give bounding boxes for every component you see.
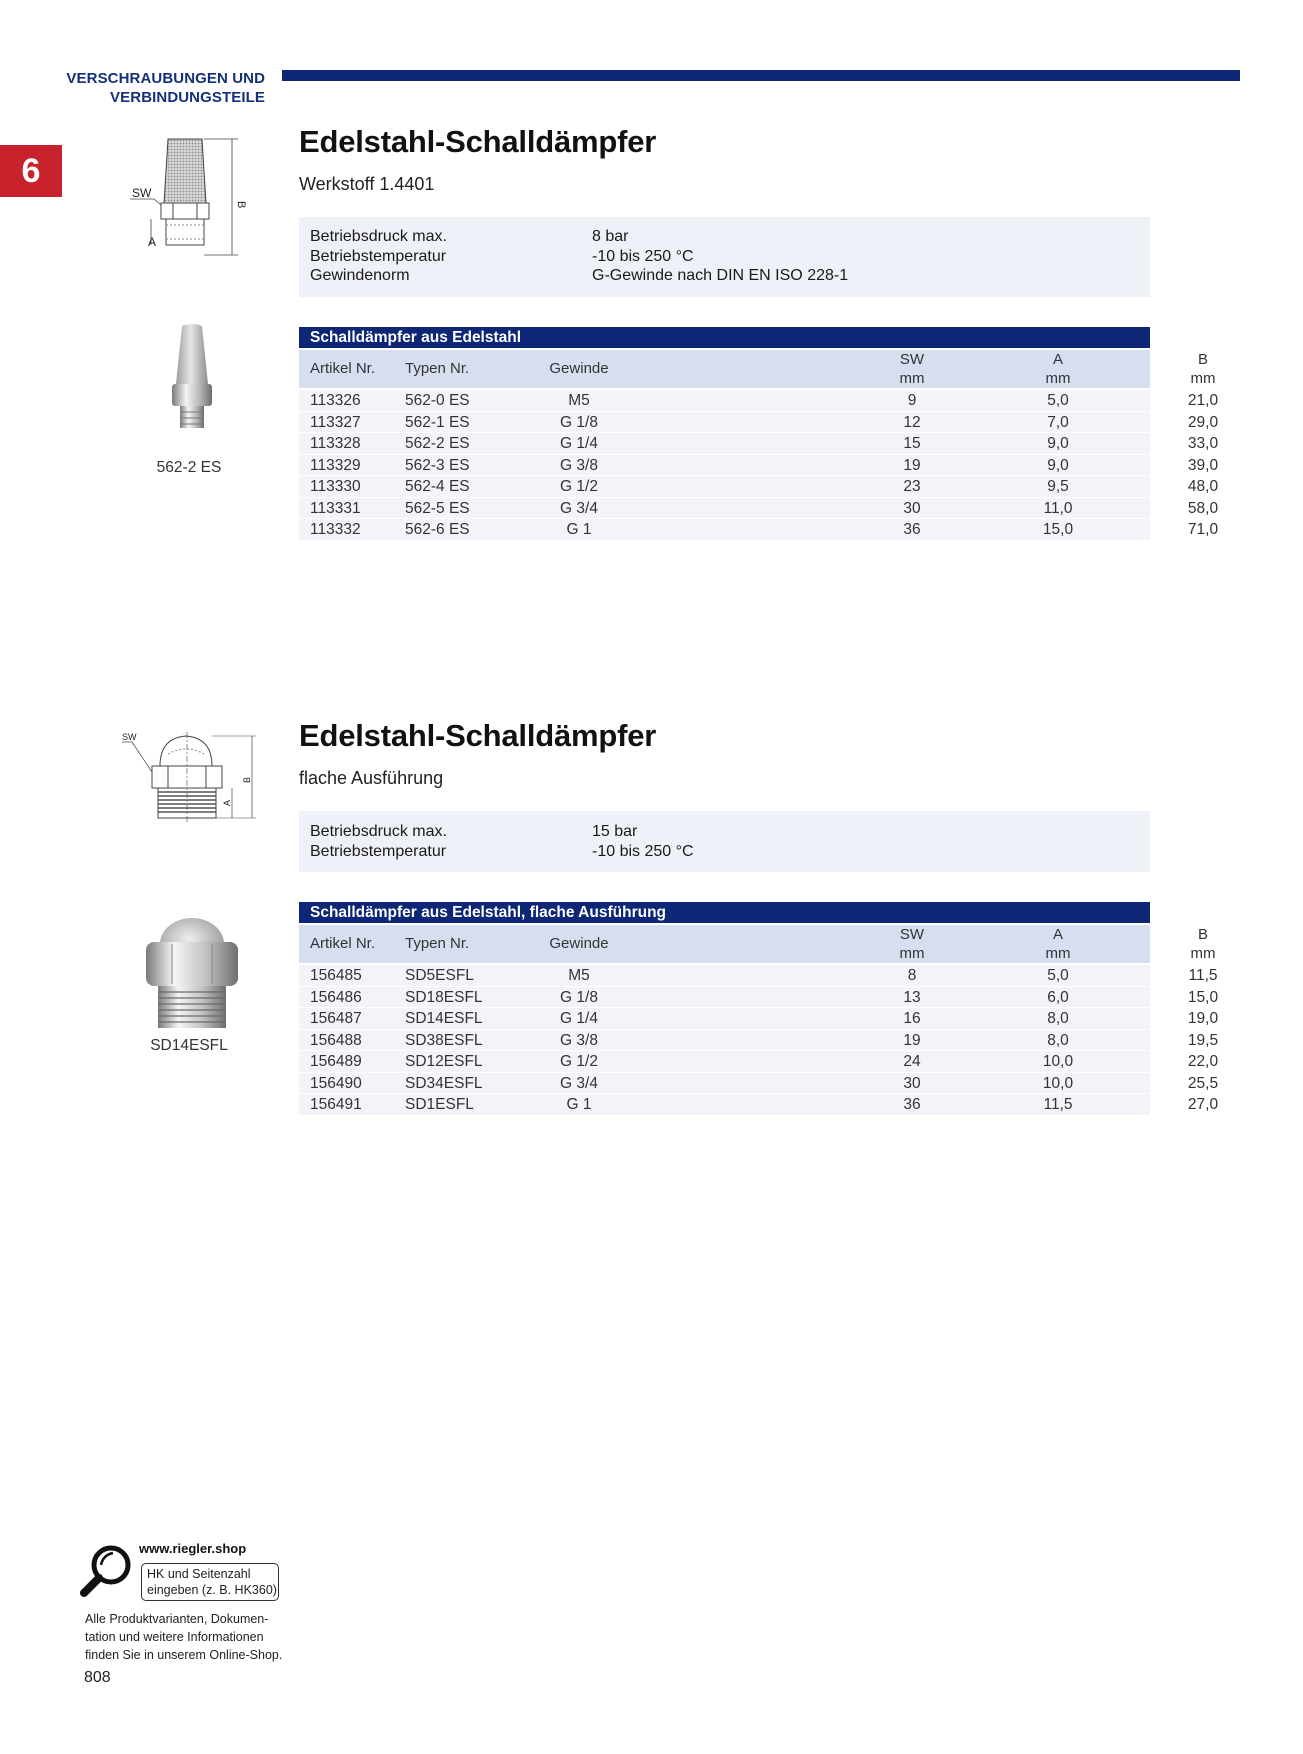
section1-subtitle: Werkstoff 1.4401: [299, 174, 435, 194]
section1-table: [299, 327, 1219, 541]
cell-gewinde: G 1/8: [560, 988, 598, 1006]
cell-artikel: 113326: [310, 392, 361, 409]
spec-row: [299, 842, 1150, 862]
cell-typen: SD38ESFL: [405, 1031, 483, 1049]
cell-artikel: 156485: [310, 967, 362, 984]
shop-note-line-3: finden Sie in unserem Online-Shop.: [85, 1648, 283, 1662]
header-a-unit: mm: [1045, 370, 1071, 387]
cell-typen: SD12ESFL: [405, 1053, 483, 1070]
spec-row: [299, 266, 1150, 286]
cell-typen: SD18ESFL: [405, 988, 483, 1006]
header-b: [1103, 350, 1303, 388]
section2-table: [299, 902, 1219, 1116]
section1-spec-box: [299, 217, 1150, 297]
table-body: [299, 965, 1219, 1116]
cell-sw: 13: [903, 988, 921, 1006]
cell-b: 48,0: [1187, 478, 1219, 495]
cell-gewinde: G 1: [566, 521, 592, 538]
cell-sw: 36: [903, 1096, 921, 1113]
table-header: [299, 925, 1216, 963]
spec-key: Betriebstemperatur: [310, 842, 447, 860]
drawing-flat-silencer: [120, 728, 260, 824]
cell-artikel: 113329: [310, 456, 361, 474]
cell-artikel: 113332: [310, 521, 361, 538]
table-row: [299, 1008, 1219, 1030]
cell-gewinde: G 3/4: [560, 499, 598, 517]
shop-note-line-2: tation und weitere Informationen: [85, 1630, 264, 1644]
label-b: B: [235, 201, 247, 209]
cell-typen: 562-3 ES: [405, 456, 470, 474]
header-b-unit: mm: [1190, 945, 1216, 962]
cell-a: 15,0: [1042, 521, 1074, 538]
table-row: [299, 965, 1218, 987]
cell-b: 29,0: [1187, 413, 1219, 431]
cell-typen: 562-4 ES: [405, 478, 470, 495]
table-body: [299, 390, 1219, 541]
cell-typen: 562-6 ES: [405, 521, 470, 538]
cell-artikel: 113327: [310, 413, 361, 431]
label-b: B: [242, 776, 252, 783]
cell-artikel: 156490: [310, 1074, 362, 1092]
cell-sw: 19: [903, 456, 921, 474]
cell-b: 39,0: [1187, 456, 1219, 474]
cell-b: 19,5: [1187, 1031, 1219, 1049]
header-gewinde: Gewinde: [549, 360, 609, 377]
label-a: A: [222, 799, 232, 806]
header-artikel: Artikel Nr.: [310, 935, 376, 952]
cell-sw: 30: [903, 499, 921, 517]
product-image-sd14esfl: [142, 912, 242, 1032]
table-row: [299, 1030, 1219, 1052]
header-gewinde: Gewinde: [549, 935, 609, 952]
table-row: [299, 455, 1219, 477]
cell-typen: 562-2 ES: [405, 435, 470, 452]
spec-value: -10 bis 250 °C: [592, 842, 694, 860]
cell-sw: 16: [903, 1010, 921, 1027]
cell-b: 27,0: [1187, 1096, 1219, 1113]
cell-b: 58,0: [1187, 499, 1219, 517]
shop-note-line-1: Alle Produktvarianten, Dokumen-: [85, 1612, 269, 1626]
cell-b: 11,5: [1188, 967, 1218, 984]
cell-artikel: 156489: [310, 1053, 362, 1070]
cell-a: 6,0: [1047, 988, 1069, 1006]
cell-b: 15,0: [1187, 988, 1219, 1006]
product-caption-1: 562-2 ES: [156, 459, 222, 476]
table-row: [299, 476, 1219, 498]
cell-typen: SD34ESFL: [405, 1074, 483, 1092]
cell-gewinde: G 1/2: [560, 1053, 598, 1070]
spec-key: Betriebsdruck max.: [310, 228, 447, 245]
header-sw-unit: mm: [899, 370, 925, 387]
cell-artikel: 113328: [310, 435, 361, 452]
cell-gewinde: G 1/8: [560, 413, 598, 431]
section2-subtitle: flache Ausführung: [299, 768, 444, 788]
table-row: [299, 1094, 1219, 1116]
header-sw-label: SW: [899, 351, 925, 368]
shop-hint-line-1: HK und Seitenzahl: [147, 1567, 251, 1581]
cell-typen: 562-0 ES: [405, 392, 470, 409]
cell-a: 11,0: [1043, 499, 1073, 517]
spec-key: Gewindenorm: [310, 267, 410, 284]
table-header: [299, 350, 1216, 388]
cell-a: 8,0: [1047, 1010, 1069, 1027]
cell-a: 10,0: [1042, 1074, 1074, 1092]
cell-gewinde: G 3/4: [560, 1074, 598, 1092]
spec-row: [299, 822, 1150, 842]
header-a-unit: mm: [1045, 945, 1071, 962]
header-sw-label: SW: [899, 926, 925, 943]
cell-b: 22,0: [1187, 1053, 1219, 1070]
cell-sw: 30: [903, 1074, 921, 1092]
table-row: [299, 412, 1219, 434]
drawing-sintered-silencer: [128, 133, 247, 260]
category-bar: [282, 70, 1240, 81]
cell-a: 7,0: [1047, 413, 1069, 431]
product-caption-2: SD14ESFL: [150, 1037, 228, 1054]
spec-row: [299, 227, 1150, 247]
cell-gewinde: G 3/8: [560, 1031, 598, 1049]
cell-b: 25,5: [1187, 1074, 1219, 1092]
shop-link[interactable]: www.riegler.shop: [139, 1541, 247, 1556]
header-b-label: B: [1197, 926, 1208, 943]
table-row: [299, 390, 1219, 412]
cell-sw: 15: [903, 435, 921, 452]
table-row: [299, 987, 1219, 1009]
cell-gewinde: M5: [568, 967, 590, 984]
section1-title: Edelstahl-Schalldämpfer: [299, 124, 657, 159]
cell-typen: 562-1 ES: [405, 413, 470, 431]
cell-typen: SD5ESFL: [405, 967, 474, 984]
magnifier-icon: [79, 1543, 135, 1599]
header-a-label: A: [1052, 926, 1063, 943]
cell-sw: 23: [903, 478, 921, 495]
cell-artikel: 113330: [310, 478, 361, 495]
cell-b: 33,0: [1187, 435, 1219, 452]
cell-gewinde: G 1/4: [560, 435, 598, 452]
spec-key: Betriebstemperatur: [310, 247, 447, 265]
header-b: [1103, 925, 1303, 963]
category-label: [66, 69, 265, 107]
spec-value: G-Gewinde nach DIN EN ISO 228-1: [592, 267, 849, 284]
table-title: Schalldämpfer aus Edelstahl: [299, 327, 1150, 348]
label-a: A: [148, 235, 157, 249]
shop-hint-line-2: eingeben (z. B. HK360): [147, 1583, 277, 1597]
cell-gewinde: G 1/4: [560, 1010, 598, 1027]
cell-sw: 36: [903, 521, 921, 538]
cell-a: 9,0: [1047, 456, 1069, 474]
cell-b: 71,0: [1187, 521, 1219, 538]
cell-typen: SD1ESFL: [405, 1096, 474, 1113]
table-row: [299, 498, 1219, 520]
spec-key: Betriebsdruck max.: [310, 823, 447, 840]
cell-artikel: 156486: [310, 988, 362, 1006]
header-typen: Typen Nr.: [405, 935, 470, 952]
spec-value: 8 bar: [592, 228, 629, 245]
cell-typen: 562-5 ES: [405, 499, 470, 517]
cell-b: 21,0: [1187, 392, 1219, 409]
cell-gewinde: G 1: [566, 1096, 592, 1113]
section2-title: Edelstahl-Schalldämpfer: [299, 718, 657, 753]
spec-row: [299, 247, 1150, 267]
cell-sw: 9: [907, 392, 917, 409]
table-row: [299, 433, 1219, 455]
cell-gewinde: M5: [568, 392, 590, 409]
header-artikel: Artikel Nr.: [310, 360, 376, 377]
page-number: 808: [84, 1669, 111, 1686]
header-a-label: A: [1052, 351, 1063, 368]
cell-artikel: 113331: [310, 499, 361, 517]
header-typen: Typen Nr.: [405, 360, 470, 377]
cell-a: 9,5: [1047, 478, 1069, 495]
header-b-label: B: [1197, 351, 1208, 368]
cell-artikel: 156488: [310, 1031, 362, 1049]
cell-sw: 12: [903, 413, 921, 431]
label-sw: SW: [122, 732, 137, 742]
section2-spec-box: [299, 811, 1150, 872]
header-b-unit: mm: [1190, 370, 1216, 387]
chapter-tab: 6: [0, 145, 62, 197]
cell-a: 9,0: [1047, 435, 1069, 452]
shop-hint-box: [141, 1563, 279, 1601]
cell-sw: 24: [903, 1053, 921, 1070]
spec-value: 15 bar: [592, 823, 638, 840]
cell-sw: 8: [907, 967, 917, 984]
cell-typen: SD14ESFL: [405, 1010, 483, 1027]
category-line-1: VERSCHRAUBUNGEN UND: [66, 70, 265, 87]
cell-a: 10,0: [1042, 1053, 1074, 1070]
spec-value: -10 bis 250 °C: [592, 247, 694, 265]
cell-artikel: 156487: [310, 1010, 362, 1027]
category-line-2: VERBINDUNGSTEILE: [110, 89, 265, 106]
shop-note: [85, 1610, 305, 1664]
cell-gewinde: G 3/8: [560, 456, 598, 474]
cell-gewinde: G 1/2: [560, 478, 598, 495]
table-row: [299, 519, 1219, 541]
cell-a: 5,0: [1047, 392, 1069, 409]
cell-artikel: 156491: [310, 1096, 362, 1113]
cell-a: 5,0: [1047, 967, 1069, 984]
label-sw: SW: [132, 186, 152, 200]
header-sw-unit: mm: [899, 945, 925, 962]
table-title: Schalldämpfer aus Edelstahl, flache Ausführung: [299, 902, 1150, 923]
table-row: [299, 1073, 1219, 1095]
table-row: [299, 1051, 1219, 1073]
cell-sw: 19: [903, 1031, 921, 1049]
cell-b: 19,0: [1187, 1010, 1219, 1027]
product-image-562-2-es: [152, 322, 232, 432]
cell-a: 8,0: [1047, 1031, 1069, 1049]
cell-a: 11,5: [1043, 1096, 1073, 1113]
